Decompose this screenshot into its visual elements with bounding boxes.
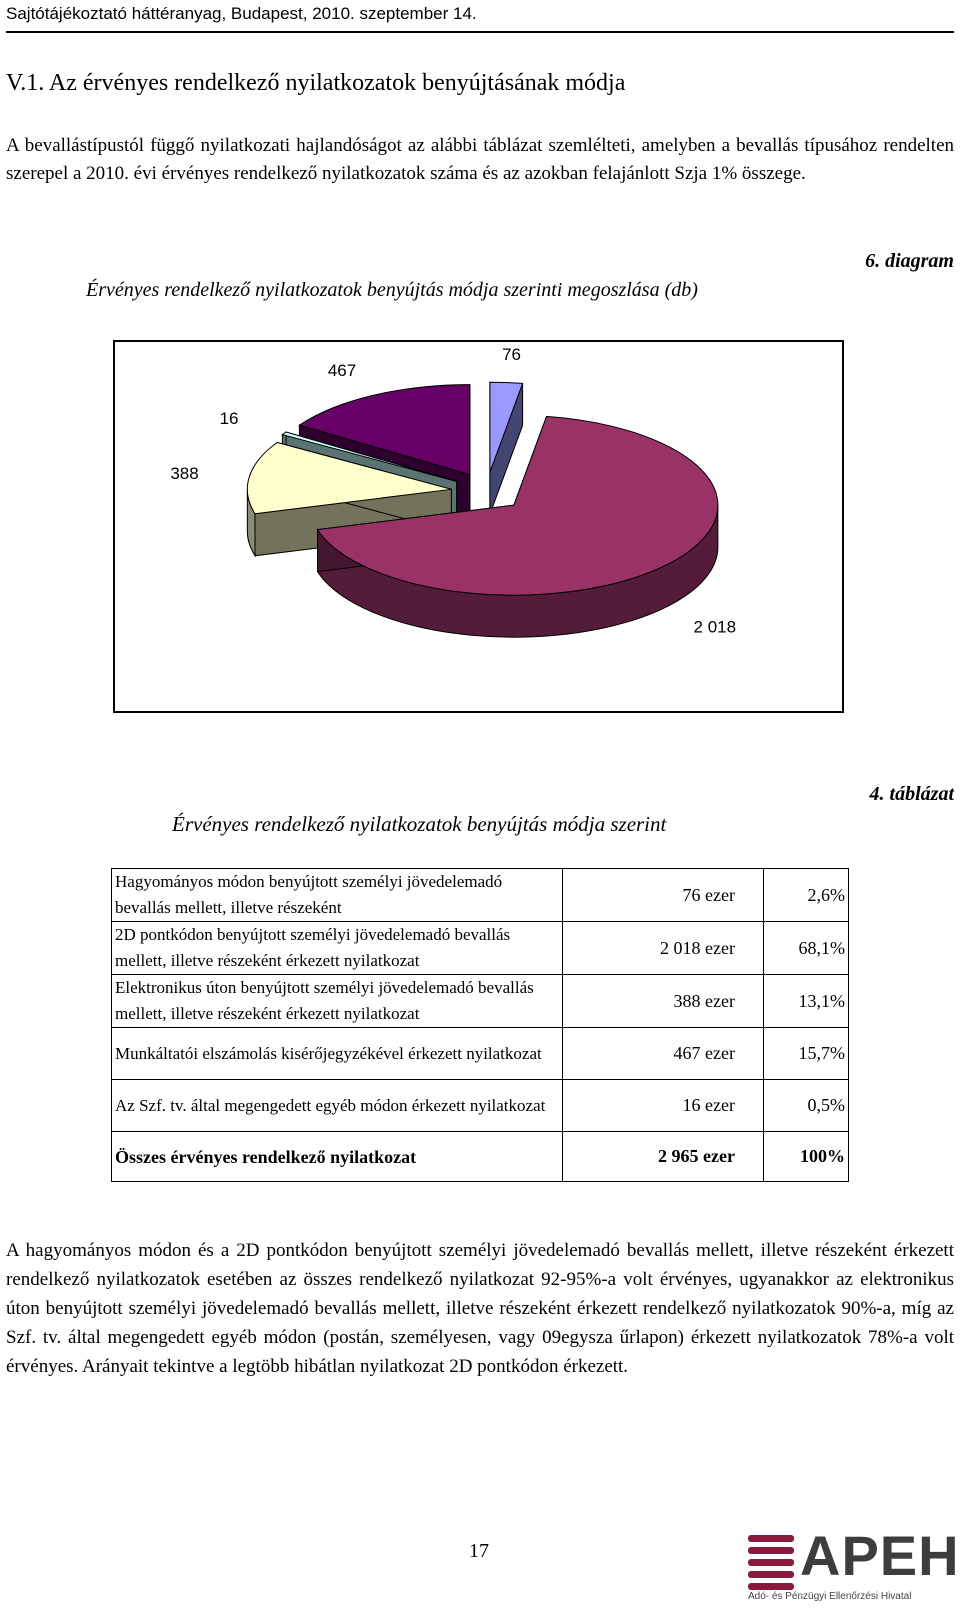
row-percent: 0,5% — [764, 1080, 849, 1132]
table-number: 4. táblázat — [869, 783, 954, 805]
row-label: Az Szf. tv. által megengedett egyéb módon érkezett nyilatkozat — [112, 1080, 563, 1132]
header-rule — [6, 31, 954, 33]
logo-text: APEH — [800, 1524, 960, 1587]
table-total-row — [112, 1132, 849, 1182]
row-label: Elektronikus úton benyújtott személyi jövedelemadó bevallás mellett, illetve részeként érkezett nyilatkozat — [112, 975, 563, 1028]
row-percent: 68,1% — [764, 922, 849, 975]
table-row — [112, 975, 849, 1028]
row-count: 16 ezer — [563, 1080, 764, 1132]
diagram-title: Érvényes rendelkező nyilatkozatok benyújtás módja szerinti megoszlása (db) — [86, 279, 698, 301]
closing-paragraph: A hagyományos módon és a 2D pontkódon benyújtott személyi jövedelemadó bevallás mellett, illetve részeként érkezett rendelkező nyilatkozatok esetében az összes rendelkező nyilatkozat 92-95%-a volt érvényes, ugyanakkor az elektronikus úton benyújtott személyi jövedelemadó bevallás mellett, illetve részeként érkezett rendelkező nyilatkozatok 90%-a, míg az Szf. tv. által megengedett egyéb módon (postán, személyesen, vagy 09egysza űrlapon) érkezett nyilatkozatok 78%-a volt érvényes. Arányait tekintve a legtöbb hibátlan nyilatkozat 2D pontkódon érkezett. — [6, 1240, 954, 1377]
row-count: 76 ezer — [563, 869, 764, 922]
pie-data-label: 76 — [502, 344, 522, 364]
pie-data-label: 16 — [219, 408, 239, 428]
total-label: Összes érvényes rendelkező nyilatkozat — [112, 1132, 563, 1182]
intro-paragraph: A bevallástípustól függő nyilatkozati hajlandóságot az alábbi táblázat szemlélteti, amelyben a bevallás típusához rendelten szerepel a 2010. évi érvényes rendelkező nyilatkozatok száma és az azokban felajánlott Szja 1% összege. — [6, 135, 954, 184]
row-percent: 2,6% — [764, 869, 849, 922]
pie-data-label: 2 018 — [693, 617, 737, 637]
pie-data-label: 467 — [327, 361, 357, 381]
row-count: 467 ezer — [563, 1028, 764, 1080]
table-title: Érvényes rendelkező nyilatkozatok benyújtás módja szerint — [172, 812, 667, 836]
table-row — [112, 922, 849, 975]
table-row — [112, 1028, 849, 1080]
table-row — [112, 1080, 849, 1132]
row-percent: 15,7% — [764, 1028, 849, 1080]
logo-subtitle: Adó- és Pénzügyi Ellenőrzési Hivatal — [748, 1591, 912, 1602]
pie-chart-frame — [113, 340, 844, 713]
row-label: Munkáltatói elszámolás kisérőjegyzékével érkezett nyilatkozat — [112, 1028, 563, 1080]
pie-chart — [115, 342, 842, 711]
row-label: Hagyományos módon benyújtott személyi jövedelemadó bevallás mellett, illetve részeként — [112, 869, 563, 922]
pie-data-label: 388 — [170, 464, 199, 484]
section-title: V.1. Az érvényes rendelkező nyilatkozatok benyújtásának módja — [6, 70, 626, 96]
row-percent: 13,1% — [764, 975, 849, 1028]
row-count: 2 018 ezer — [563, 922, 764, 975]
total-count: 2 965 ezer — [563, 1132, 764, 1182]
logo-emblem-icon — [748, 1535, 794, 1591]
page-number: 17 — [469, 1540, 489, 1562]
table-row — [112, 869, 849, 922]
row-count: 388 ezer — [563, 975, 764, 1028]
document-header: Sajtótájékoztató háttéranyag, Budapest, 2010. szeptember 14. — [6, 4, 477, 23]
distribution-table — [111, 868, 849, 1182]
total-percent: 100% — [764, 1132, 849, 1182]
diagram-number: 6. diagram — [865, 250, 954, 272]
row-label: 2D pontkódon benyújtott személyi jövedelemadó bevallás mellett, illetve részeként érkezett nyilatkozat — [112, 922, 563, 975]
apeh-logo — [748, 1524, 960, 1603]
